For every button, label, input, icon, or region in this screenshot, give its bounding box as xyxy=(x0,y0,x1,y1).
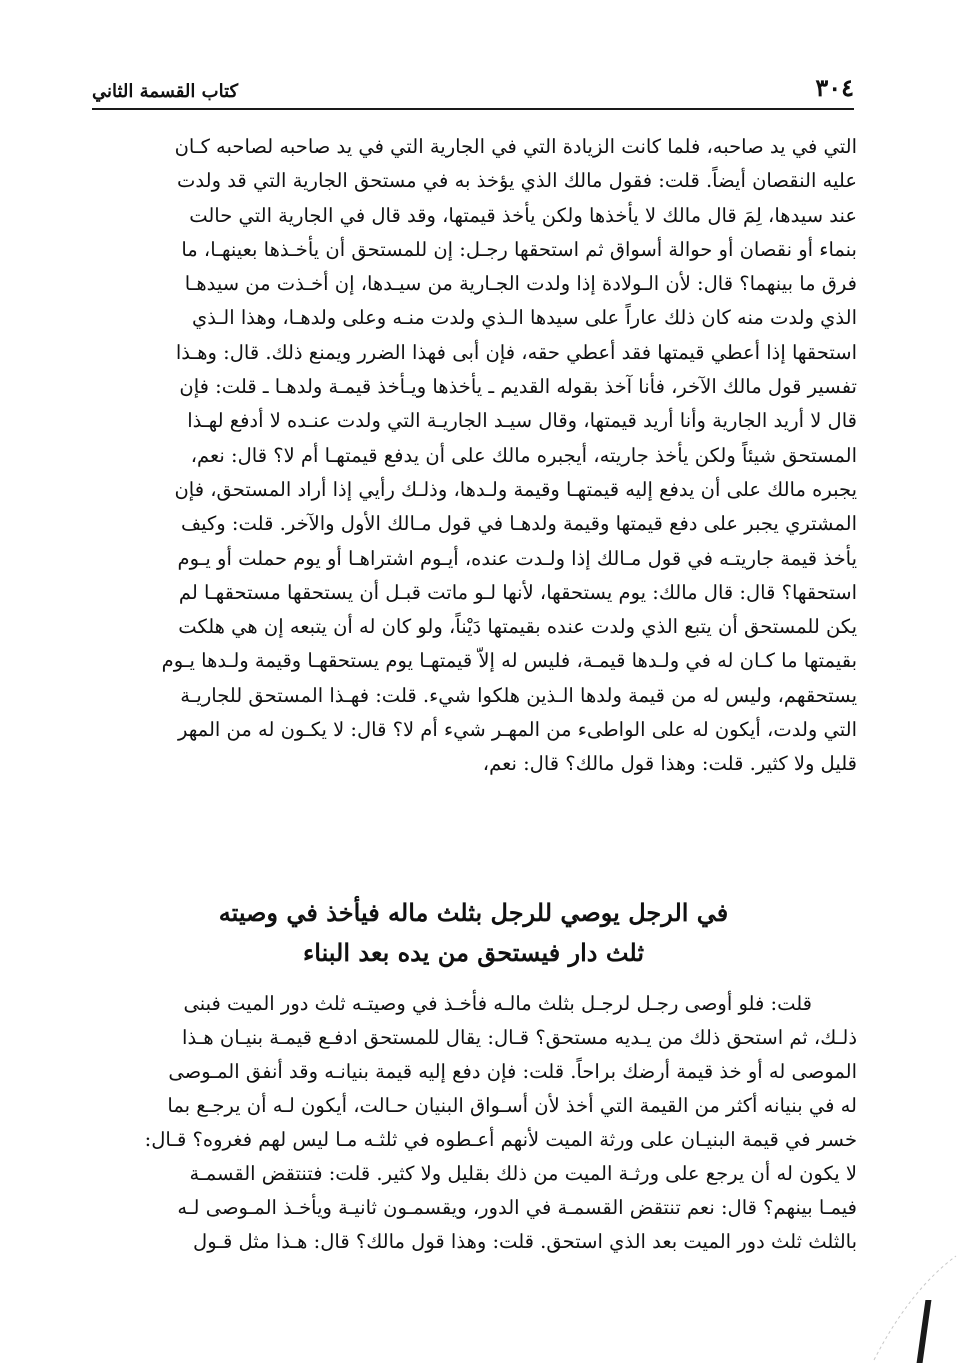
section-heading-line-2: ثلث دار فيستحق من يده بعد البناء xyxy=(302,938,645,967)
text-line: عليه النقصان أيضاً. قلت: فقول مالك الذي يؤخذ به في مستحق الجارية التي قد ولدت xyxy=(177,169,857,193)
text-line: الموصى له أو خذ قيمة أرضك براحاً. قلت: فإن دفع إليه قيمة بنيانـه وقد أنفق المـوصى xyxy=(168,1060,857,1083)
running-header xyxy=(92,70,854,110)
text-line: يستحقهم، وليس له من قيمة ولدها الـذين هلكوا شيء. قلت: فهـذا المستحق للجاريـة xyxy=(180,683,857,707)
text-line: خسر في قيمة البنيـان على ورثة الميت لأنهم أعـطوه في ثلثـه مـا ليس لهم فغروه؟ قـال: xyxy=(144,1128,857,1151)
section-heading-line-1: في الرجل يوصي للرجل بثلث ماله فيأخذ في وصيته xyxy=(218,898,729,927)
body-text-block-1 xyxy=(90,130,857,782)
text-line: يكن للمستحق أن يتبع الذي ولدت عنده بقيمتها دَيْناً، ولو كان له أن يتبعه إن هي هلكت xyxy=(178,615,857,639)
text-line: التي في يد صاحبه، فلما كانت الزيادة التي في الجارية التي في يد صاحبه لصاحبه كـان xyxy=(174,135,857,158)
text-line: المستحق شيئاً ولكن يأخذ جاريته، أيجبره مالك على أن يدفع قيمتهـا أم لا؟ قال: نعم، xyxy=(190,443,857,467)
text-line: يأخذ قيمة جاريتـه في قول مـالك إذا ولـدت عنده، أيـوم اشتراهـا أو يوم حملت أو يـوم xyxy=(177,546,857,570)
text-line: استحقها إذا أعطي قيمتها فقد أعطي حقه، فإن أبى فهذا الضرر ويمنع ذلك. قال: وهـذا xyxy=(175,340,857,364)
running-title: كتاب القسمة الثاني xyxy=(92,81,239,102)
text-line: له في بنيانه أكثر من القيمة التي أخذ لأن أسـواق البنيان حـالت، أيكون لـه أن يرجـع بما xyxy=(167,1094,857,1117)
text-line: الذي ولدت منه كان ذلك عاراً على سيدها الـذي ولدت منـه وعلى ولدهـا، وهذا الـذي xyxy=(192,306,857,330)
text-line: فرق ما بينهما؟ قال: لأن الـولادة إذا ولدت الجـارية من سيـدها، إن أخـذت من سيدهـا xyxy=(184,272,857,296)
text-line: بقيمتها ما كـان له في ولـدها قيمـة، فليس له إلاّ قيمتهـا يوم يستحقهـا وقيمة ولـدها يـوم xyxy=(161,649,857,673)
text-line: ذلـك، ثم استحق ذلك من يـديه مستحق؟ قـال: يقال للمستحق ادفـع قيمـة بنيـان هـذا xyxy=(182,1026,857,1049)
text-line: قلت: فلو أوصى رجـل لرجـل بثلث مالـه فأخـذ في وصيتـه ثلث دور الميت فبنى xyxy=(183,992,812,1015)
scan-page-curl-mark xyxy=(870,1250,959,1363)
section-heading xyxy=(90,893,857,973)
text-line: عند سيدها، لِمَ قال مالك لا يأخذها ولكن يأخذ قيمتها، وقد قال في الجارية التي حالت xyxy=(189,203,857,227)
page-number: ٣٠٤ xyxy=(815,73,854,102)
text-line: التي ولدت، أيكون له على الواطىء من المهـر شيء أم لا؟ قال: لا يكـون له من المهر xyxy=(177,718,857,742)
text-line: قليل ولا كثير. قلت: وهذا قول مالك؟ قال: نعم، xyxy=(482,752,857,776)
text-line: استحقها؟ قال: قال مالك: يوم يستحقها، لأنها لـو ماتت قبـل أن يستحقها مستحقهـا لم xyxy=(178,580,857,604)
body-text-block-2 xyxy=(90,987,857,1259)
text-line: بنماء أو نقصان أو حوالة أسواق ثم استحقها رجـل: إن للمستحق أن يأخـذها بعينهـا، ما xyxy=(181,237,857,261)
text-line: يجبره مالك على أن يدفع إليه قيمتهـا وقيمة ولـدها، وذلـك رأيي إذا أراد المستحق، فإن xyxy=(174,477,857,501)
text-line: تفسير قول مالك الآخر، فأنا آخذ بقوله القديم ـ يأخذها ويـأخذ قيمـة ولدهـا ـ قلت: فإن xyxy=(179,375,857,399)
text-line: لا يكون له أن يرجع على ورثـة الميت من ذلك بقليل ولا كثير. قلت: فتنتقض القسمـة xyxy=(189,1162,857,1185)
text-line: فيمـا بينهم؟ قال: نعم تنتقض القسمـة في الدور، ويقسمـون ثانيـة ويأخـذ المـوصى لـه xyxy=(177,1196,857,1219)
text-line: بالثلث ثلث دور الميت بعد الذي استحق. قلت: وهذا قول مالك؟ قال: هـذا مثل قـول xyxy=(193,1230,857,1253)
text-line: قال لا أريد الجارية وأنا أريد قيمتها، وقال سيـد الجاريـة التي ولدت عنـده لا أدفع لهـذا xyxy=(187,409,857,433)
text-line: المشتري يجبر على دفع قيمتها وقيمة ولدهـا في قول مـالك الأول والآخر. قلت: وكيف xyxy=(180,512,857,536)
